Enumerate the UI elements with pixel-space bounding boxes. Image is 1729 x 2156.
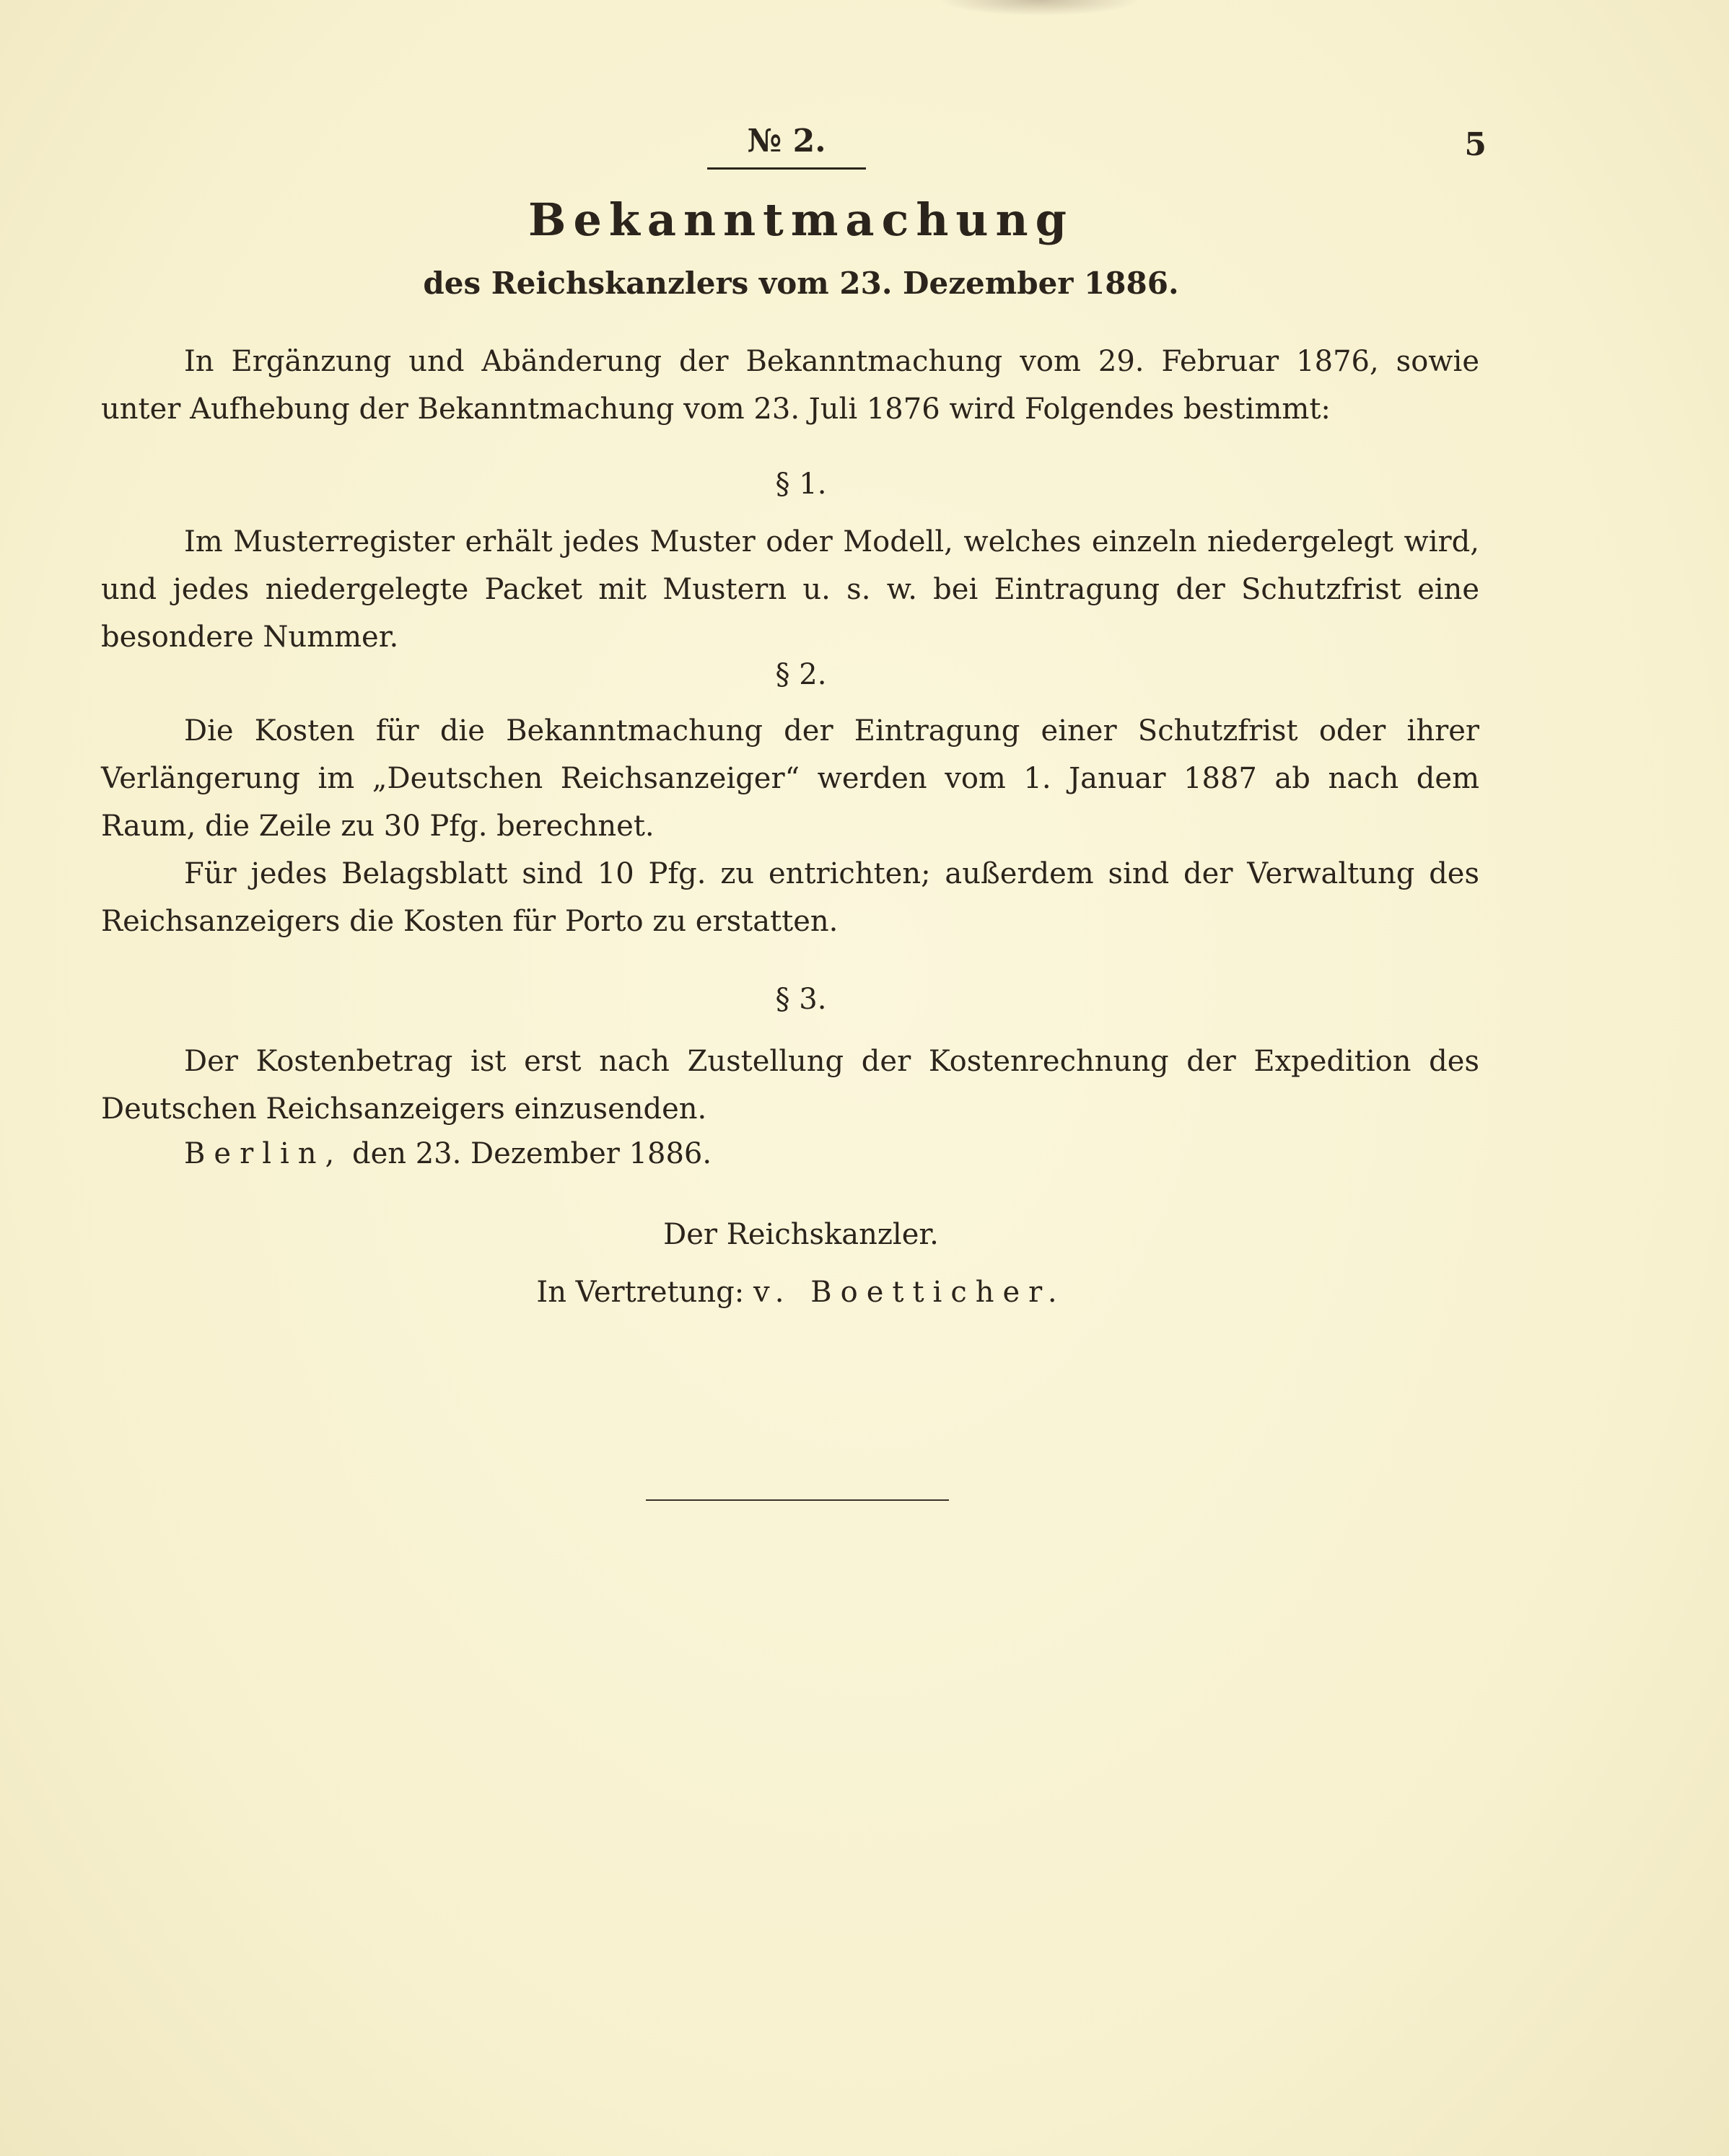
deputy-prefix: In Vertretung: bbox=[536, 1276, 745, 1309]
intro-paragraph bbox=[101, 338, 1479, 433]
closing-place-date bbox=[184, 1137, 712, 1170]
issue-number: № 2. bbox=[747, 123, 826, 159]
document-title: Bekanntmachung bbox=[528, 193, 1074, 246]
document-subtitle: des Reichskanzlers vom 23. Dezember 1886. bbox=[423, 266, 1179, 301]
closing-rule bbox=[646, 1499, 949, 1501]
intro-text: In Ergänzung und Abänderung der Bekanntmachung vom 29. Februar 1876, sowie unter Aufhebung der Bekanntmachung vom 23. Juli 1876 wird Folgendes bestimmt: bbox=[101, 345, 1479, 426]
closing-place: Berlin, bbox=[184, 1137, 343, 1170]
signatory-title: Der Reichskanzler. bbox=[663, 1218, 939, 1251]
section-3-body bbox=[101, 1038, 1479, 1133]
deputy-name: v. Boetticher. bbox=[753, 1276, 1066, 1309]
section-1-body bbox=[101, 518, 1479, 661]
section-1-heading: § 1. bbox=[775, 468, 827, 501]
section-2-paragraph-1: Die Kosten für die Bekanntmachung der Eintragung einer Schutzfrist oder ihrer Verlängerung im „Deutschen Reichsanzeiger“ werden vom 1. Januar 1887 ab nach dem Raum, die Zeile zu 30 Pfg. berechnet. bbox=[101, 714, 1479, 843]
section-2-paragraph-2: Für jedes Belagsblatt sind 10 Pfg. zu entrichten; außerdem sind der Verwaltung des Reichsanzeigers die Kosten für Porto zu erstatten. bbox=[101, 857, 1479, 938]
section-3-paragraph-1: Der Kostenbetrag ist erst nach Zustellung der Kostenrechnung der Expedition des Deutschen Reichsanzeigers einzusenden. bbox=[101, 1045, 1479, 1126]
closing-date: den 23. Dezember 1886. bbox=[351, 1137, 712, 1170]
paper-smudge bbox=[938, 0, 1140, 16]
section-2-body bbox=[101, 707, 1479, 945]
section-3-heading: § 3. bbox=[775, 983, 827, 1016]
deputy-line bbox=[0, 1276, 1602, 1309]
issue-number-underline bbox=[707, 167, 866, 170]
section-2-heading: § 2. bbox=[775, 658, 827, 691]
section-1-paragraph-1: Im Musterregister erhält jedes Muster oder Modell, welches einzeln niedergelegt wird, und jedes niedergelegte Packet mit Mustern u. s. w. bei Eintragung der Schutzfrist eine besondere Nummer. bbox=[101, 525, 1479, 654]
page-number: 5 bbox=[1464, 126, 1487, 163]
